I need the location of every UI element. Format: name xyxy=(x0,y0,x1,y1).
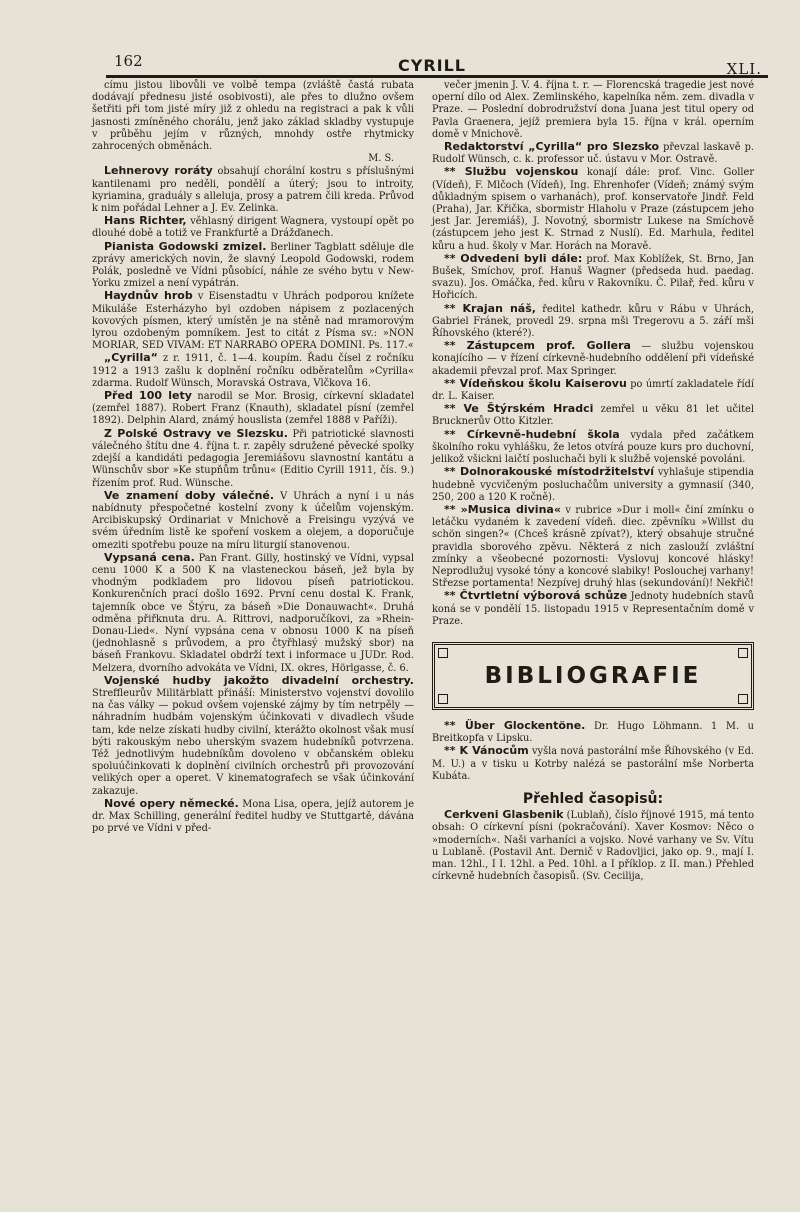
article-text: převzal laskavě p. Rudolf Wünsch, c. k. professor uč. ústavu v Mor. Ostravě. xyxy=(432,142,754,166)
article-text: V Uhrách a nyní i u nás nabídnuty přespočetné kostelní zvony k účelům vojenským. Arcibiskupský Ordinariat v Mnichově a Freisingu vyzývá ve svém úředním listě ke spoření voskem a olejem, a doporučuje omeziti spotřebu pouze na míru liturgií stanovenou. xyxy=(92,490,414,551)
article-paragraph xyxy=(92,241,414,291)
article-heading: ** Ve Štýrském Hradci xyxy=(444,402,594,416)
article-text: věhlasný dirigent Wagnera, vystoupí opět po dlouhé době a totiž ve Frankfurtě a Drážďanech. xyxy=(92,216,414,240)
article-paragraph xyxy=(432,504,754,590)
article-heading: ** Zástupcem prof. Gollera xyxy=(444,339,631,353)
article-paragraph xyxy=(432,720,754,745)
article-heading: Pianista Godowski zmizel. xyxy=(104,239,267,253)
article-heading: ** Odvedeni byli dále: xyxy=(444,251,583,265)
article-text: — službu vojenskou konajícího — v řízení církevně-hudebního oddělení při vídeňské akademii převzal prof. Max Springer. xyxy=(432,341,754,377)
article-paragraph xyxy=(92,290,414,352)
article-paragraph xyxy=(92,215,414,240)
article-heading: Lehnerovy roráty xyxy=(104,164,213,178)
article-paragraph xyxy=(92,165,414,215)
article-paragraph xyxy=(432,166,754,252)
article-heading: Cerkveni Glasbenik xyxy=(444,808,564,822)
article-heading: Před 100 lety xyxy=(104,389,192,403)
article-paragraph xyxy=(432,745,754,783)
article-text: (Lublaň), číslo říjnové 1915, má tento obsah: O církevní písni (pokračování). Xaver Kosmov: Něco o »moderních«. Naši varhaníci a vojsko. Nové varhany ve Sv. Vítu u Lublaně. (Postavil Ant. Dernič v Radovljici, jako op. 9., mají I. man. 12hl., I I. 12hl. a Ped. 10hl. a I příklop. z II. man.) Přehled církevně hudebních časopisů. (Sv. Cecilija, xyxy=(432,810,754,883)
article-text: Berliner Tagblatt sděluje dle zprávy amerických novin, že slavný Leopold Godowski, rodem Polák, posledně ve Vídni působící, náhle ze svého bytu v New-Yorku zmizel a není vypátrán. xyxy=(92,241,414,290)
article-paragraph xyxy=(92,390,414,428)
article-paragraph xyxy=(432,809,754,883)
article-text: v rubrice »Dur i moll« činí zmínku o letáčku vydaném k zavedení vídeň. diec. zpěvníku »Willst du schön singen?« (Chceš krásně zpívat?), který obsahuje stručné pravidla sborového zpěvu. Některá z nich zaslouží zvláštní zmínky a všeobecné pozornosti: Vyslovuj koncové hlásky! Neprodlužuj vysoké tóny a koncové slabiky! Poslouchej varhany! Střezse portamenta! Nezpívej druhý hlas (sekundování)! Nekřič! xyxy=(432,504,754,590)
article-text: po úmrtí zakladatele řídí dr. L. Kaiser. xyxy=(432,378,754,403)
periodicals-title: Přehled časopisů: xyxy=(522,790,664,807)
article-heading: ** Krajan náš, xyxy=(444,301,536,315)
article-heading: ** Čtvrtletní výborová schůze xyxy=(444,589,628,603)
article-paragraph xyxy=(92,552,414,675)
article-text: vyšla nová pastorální mše Říhovského (v Ed. M. U.) a v tisku u Kotrby nalézá se pastorální mše Norberta Kubáta. xyxy=(432,746,754,782)
article-text: vydala před začátkem školního roku vyhlášku, že letos otvírá pouze kurs pro duchovní, jelikož všickni laičtí posluchači byli k službě vojenské povoláni. xyxy=(432,429,755,466)
page-number: 162 xyxy=(114,52,143,70)
bibliography-list xyxy=(432,720,754,783)
author-signature: M. S. xyxy=(368,153,394,165)
article-text: Mona Lisa, opera, jejíž autorem je dr. Max Schilling, generální ředitel hudby ve Stuttgartě, dávána po prvé ve Vídni v před- xyxy=(92,798,414,835)
header-rule xyxy=(106,75,768,78)
article-text: Streffleurův Militärblatt přináší: Ministerstvo vojenství dovolilo na čas války — pokud ovšem vojenské zájmy by tím netrpěly — náhradním hudbám vojenským účinkovati v divadlech všude tam, kde nelze získati hudby civilní, kterážto okolnost však musí býti rakouským nebo uherským svazem hudebníků potvrzena. Též jednotlivým hudebníkům dovoleno v občanském obleku spoluúčinkovati k doplnění civilních orchestrů při provozování velikých oper a operet. V kinematografech se však účinkování zakazuje. xyxy=(92,687,414,797)
article-paragraph xyxy=(432,590,754,628)
article-paragraph xyxy=(92,675,414,798)
article-text: v Eisenstadtu v Uhrách podporou knížete Mikuláše Esterházyho byl ozdoben nápisem z pozlacených kovových písmen, který umístěn je na stěně nad mramorovým lyrou ozdobeným pomníkem. Jest to citát z Písma sv.: »NON MORIAR, SED VIVAM: ET NARRABO OPERA DOMINI. Ps. 117.« xyxy=(92,291,414,352)
article-paragraph xyxy=(432,429,754,467)
article-heading: ** Církevně-hudební škola xyxy=(444,427,620,441)
article-text: Dr. Hugo Löhmann. 1 M. u Breitkopfa v Lipsku. xyxy=(432,720,754,745)
article-heading: Vypsaná cena. xyxy=(104,550,195,564)
article-heading: Vojenské hudby jakožto divadelní orchestry. xyxy=(104,673,414,687)
article-paragraph xyxy=(432,466,754,504)
journal-title: CYRILL xyxy=(398,56,466,75)
article-text: zemřel u věku 81 let učitel Brucknerův Otto Kitzler. xyxy=(432,404,754,428)
bibliography-title: BIBLIOGRAFIE xyxy=(484,662,702,689)
article-paragraph xyxy=(92,798,414,836)
article-text: címu jistou libovůli ve volbě tempa (zvláště častá rubata dodávají přednesu jisté osobivosti), ale přes to dlužno ovšem šetřiti při tom jisté míry již z ohledu na registraci a pak k vůli jasnosti zmíněného chorálu, jenž jako základ skladby vystupuje v průběhu jejím v různých, mnohdy ostře rhytmicky zahrocených obměnách. xyxy=(92,80,414,153)
article-paragraph xyxy=(432,403,754,428)
article-text: vyhlašuje stipendia hudebně vycvičeným posluchačům university a gymnasií (340, 250, 200 a 120 K ročně). xyxy=(432,467,754,503)
article-heading: Redaktorství „Cyrilla“ pro Slezsko xyxy=(444,140,660,154)
article-text: večer jmenin J. V. 4. října t. r. — Florencská tragedie jest nové operní dílo od Alex. Zemlinského, kapelníka něm. zem. divadla v Praze. — Poslední dobrodružství dona Juana jest titul opery od Pavla Graenera, jejíž premiera byla 15. října v král. operním domě v Mnichově. xyxy=(432,80,754,140)
article-heading: Nové opery německé. xyxy=(104,796,239,810)
article-paragraph xyxy=(432,303,754,341)
article-paragraph xyxy=(92,80,414,153)
article-text: konají dále: prof. Vinc. Goller (Vídeň), F. Mlčoch (Vídeň), Ing. Ehrenhofer (Vídeň; známý svým důkladným spisem o varhanách), prof. konservatoře Jindř. Feld (Praha), Jar. Křička, sbormistr Hlaholu v Praze (zástupcem jeho jest Jar. Jeremiáš), J. Novotný, sbormistr Lukese na Smíchově (zástupcem jeho jest K. Strnad z Nuslí). Ed. Marhula, ředitel kůru a hud. školy v Mar. Horách na Moravě. xyxy=(432,167,755,252)
article-heading: ** Über Glockentöne. xyxy=(444,718,586,732)
page-header xyxy=(92,50,772,76)
article-text: ředitel kathedr. kůru v Rábu v Uhrách, Gabriel Fránek, provedl 29. srpna mši Tregerovu a 5. září mši Říhovského (které?). xyxy=(432,303,754,340)
bibliography-banner xyxy=(432,642,754,710)
volume-number: XLI. xyxy=(726,60,762,78)
right-column xyxy=(432,80,754,883)
article-heading: Z Polské Ostravy ve Slezsku. xyxy=(104,426,288,440)
article-text: Jednoty hudebních stavů koná se v pondělí 15. listopadu 1915 v Representačním domě v Praze. xyxy=(432,591,754,627)
article-heading: ** Vídeňskou školu Kaiserovu xyxy=(444,376,627,390)
article-paragraph xyxy=(92,490,414,552)
article-heading: „Cyrilla“ xyxy=(104,351,158,365)
article-text: narodil se Mor. Brosig, církevní skladatel (zemřel 1887). Robert Franz (Knauth), skladatel písní (zemřel 1892). Delphin Alard, známý houslista (zemřel 1888 v Paříži). xyxy=(92,391,414,427)
article-paragraph xyxy=(432,340,754,378)
article-text: Při patriotické slavnosti válečného štítu dne 4. října t. r. zapěly sdružené pěvecké spolky zdejší a kandidáti pedagogia Jeremiášovu slavnostní kantátu a Wünschův sbor »Ke stupňům trůnu« (Editio Cyrill 1911, čís. 9.) řízením prof. Rud. Wünsche. xyxy=(92,428,414,489)
article-text: Pan Frant. Gilly, hostinský ve Vídni, vypsal cenu 1000 K a 500 K na vlasteneckou báseň, jež byla by vhodným podkladem pro lidovou píseň patriotickou. Konkurenčních prací došlo 1692. První cenu dostal K. Frank, tajemník obce ve Štýru, za báseň »Die Donauwacht«. Druhá odměna přiřknuta dru. A. Rittrovi, nadporučíkovi, za »Rhein-Donau-Lied«. Nyní vypsána cena v obnosu 1000 K na píseň (jednohlasně s průvodem, a pro čtyřhlasý mužský sbor) na báseň Frankovu. Skladatel obdrží text i informace u JUDr. Rod. Melzera, dvorního advokáta ve Vídni, IX. okres, Hörlgasse, č. 6. xyxy=(92,552,414,674)
article-paragraph xyxy=(92,352,414,390)
article-heading: ** Službu vojenskou xyxy=(444,165,579,179)
article-text: obsahují chorální kostru s příslušnými kantilenami pro neděli, pondělí a úterý; jsou to introity, kyriamina, graduály s alleluja, prosy a patrem čili kreda. Průvod k nim pořádal Lehner a J. Ev. Zelinka. xyxy=(92,166,414,215)
article-heading: Haydnův hrob xyxy=(104,289,193,303)
article-paragraph xyxy=(432,253,754,303)
left-column xyxy=(92,80,414,883)
article-heading: Ve znamení doby válečné. xyxy=(104,488,275,502)
article-heading: ** K Vánocům xyxy=(444,744,529,758)
article-paragraph xyxy=(432,80,754,141)
article-heading: Hans Richter, xyxy=(104,214,187,228)
article-heading: ** »Musica divina« xyxy=(444,502,561,516)
article-heading: ** Dolnorakouské místodržitelství xyxy=(444,465,655,479)
article-text: prof. Max Koblížek, St. Brno, Jan Bušek, Smíchov, prof. Hanuš Wagner (předseda hud. paedag. svazu). Jos. Omáčka, řed. kůru v Rakovníku. Č. Pilař, řed. kůru v Hořicích. xyxy=(432,253,754,302)
article-paragraph xyxy=(432,378,754,403)
article-text: z r. 1911, č. 1—4. koupím. Řadu čísel z ročníku 1912 a 1913 zašlu k doplnění ročníku odběratelům »Cyrilla« zdarma. Rudolf Wünsch, Moravská Ostrava, Vlčkova 16. xyxy=(92,353,414,389)
article-paragraph xyxy=(92,428,414,490)
periodicals-list xyxy=(432,809,754,883)
news-items xyxy=(432,80,754,628)
article-paragraph xyxy=(432,141,754,166)
